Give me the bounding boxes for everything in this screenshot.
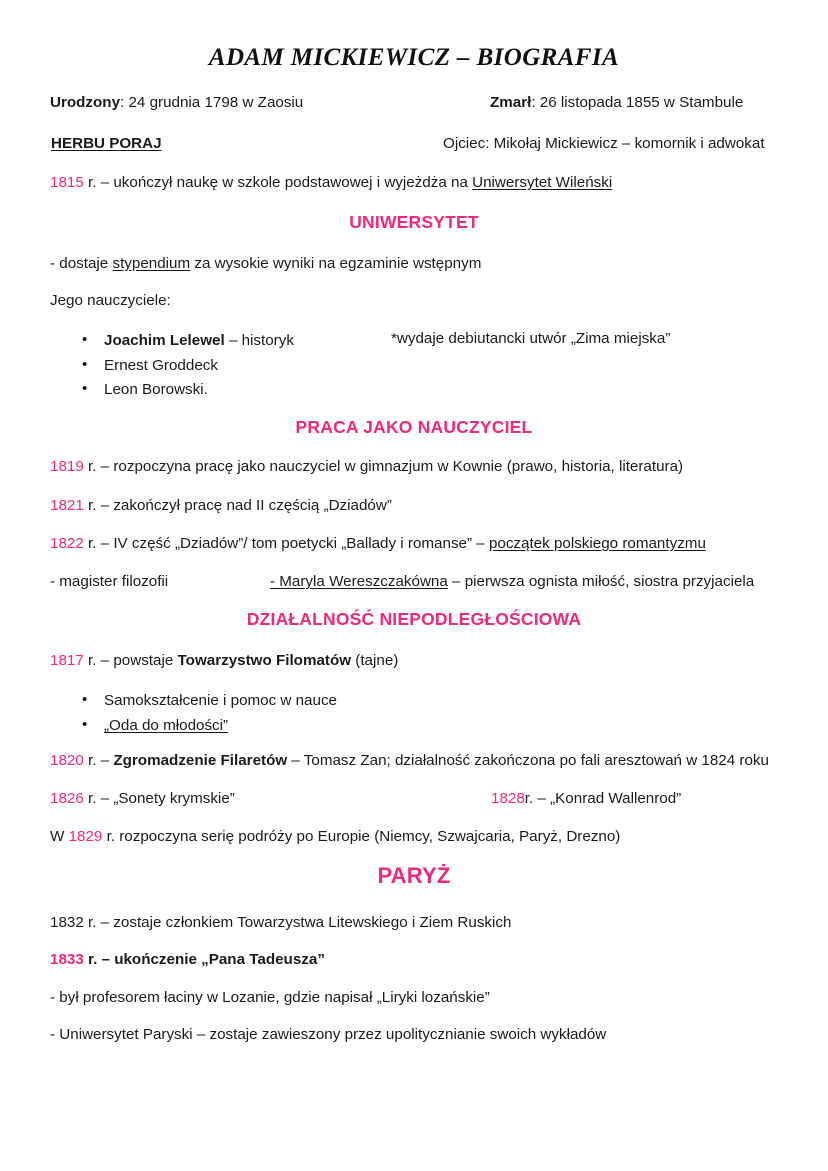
list-item: [82, 329, 294, 354]
year-1821-line: [50, 496, 392, 516]
birth-value: : 24 grudnia 1798 w Zaosiu: [120, 94, 304, 111]
year-1822-line: [50, 534, 706, 554]
year-1822-text: r. – IV część „Dziadów”/ tom poetycki „Ballady i romanse” –: [83, 535, 489, 552]
teacher-name: Leon Borowski.: [104, 381, 208, 399]
year-1828-text: r. – „Konrad Wallenrod”: [524, 790, 682, 807]
page-title: ADAM MICKIEWICZ – BIOGRAFIA: [208, 44, 620, 71]
maryla-description: – pierwsza ognista miłość, siostra przyjaciela: [447, 573, 755, 590]
year-1815: 1815: [50, 174, 84, 191]
teacher-name: Joachim Lelewel: [104, 332, 225, 349]
teachers-intro: Jego nauczyciele:: [50, 292, 171, 309]
year-1821-text: r. – zakończył pracę nad II częścią „Dziadów”: [83, 497, 392, 514]
maryla-line: [270, 572, 754, 592]
year-1833-line: [50, 950, 325, 970]
year-1821: 1821: [50, 497, 84, 514]
year-1828: 1828: [491, 790, 525, 807]
birth-label: Urodzony: [50, 94, 121, 111]
death-label: Zmarł: [490, 94, 532, 111]
death-value: : 26 listopada 1855 w Stambule: [531, 94, 744, 111]
filomaci-society: Towarzystwo Filomatów: [177, 652, 352, 669]
year-1817-text-c: (tajne): [351, 652, 399, 669]
lausanne-line: - był profesorem łaciny w Lozanie, gdzie napisał „Liryki lozańskie”: [50, 989, 490, 1006]
scholarship-prefix: - dostaje: [50, 255, 113, 272]
travel-prefix: W: [50, 828, 69, 845]
teacher-role: – historyk: [224, 332, 294, 349]
section-header-teaching: PRACA JAKO NAUCZYCIEL: [295, 417, 533, 437]
romanticism-start: początek polskiego romantyzmu: [488, 535, 706, 552]
independence-activities-list: [82, 689, 337, 738]
travel-1829-line: [50, 827, 620, 847]
university-paris-line: - Uniwersytet Paryski – zostaje zawieszony przez upolitycznianie swoich wykładów: [50, 1026, 607, 1043]
year-1829: 1829: [68, 828, 103, 845]
coat-of-arms: HERBU PORAJ: [51, 135, 162, 152]
year-1833-text: r. – ukończenie „Pana Tadeusza”: [83, 951, 325, 968]
university-vilnius-link: Uniwersytet Wileński: [472, 174, 613, 191]
year-1820-text-a: r. –: [83, 752, 114, 769]
magister-line: - magister filozofii: [50, 573, 169, 590]
year-1815-text: r. – ukończył naukę w szkole podstawowej i wyjeżdża na: [83, 174, 473, 191]
debut-work-note: *wydaje debiutancki utwór „Zima miejska”: [391, 330, 671, 347]
filareci-society: Zgromadzenie Filaretów: [113, 752, 288, 769]
maryla-name: - Maryla Wereszczakówna: [270, 573, 448, 590]
year-1815-line: [50, 173, 612, 193]
section-header-university: UNIWERSYTET: [349, 212, 479, 232]
section-header-paris: PARYŻ: [377, 863, 451, 888]
death-line: [490, 93, 743, 113]
list-item: [82, 354, 294, 379]
year-1819-line: [50, 457, 683, 477]
year-1820-text-c: – Tomasz Zan; działalność zakończona po fali aresztowań w 1824 roku: [287, 752, 769, 769]
year-1828-line: [491, 789, 681, 809]
teachers-list: [82, 329, 294, 403]
year-1833: 1833: [50, 951, 84, 968]
year-1817: 1817: [50, 652, 84, 669]
birth-line: [50, 93, 303, 113]
activity-text: „Oda do młodości”: [104, 716, 229, 734]
year-1819-text: r. – rozpoczyna pracę jako nauczyciel w gimnazjum w Kownie (prawo, historia, literatura): [83, 458, 684, 475]
year-1826-line: [50, 789, 235, 809]
year-1826-text: r. – „Sonety krymskie”: [83, 790, 235, 807]
list-item: [82, 378, 294, 403]
year-1819: 1819: [50, 458, 84, 475]
year-1820: 1820: [50, 752, 84, 769]
scholarship-suffix: za wysokie wyniki na egzaminie wstępnym: [190, 255, 482, 272]
list-item: [82, 714, 337, 739]
list-item: [82, 689, 337, 714]
father-info: Ojciec: Mikołaj Mickiewicz – komornik i adwokat: [443, 135, 765, 152]
year-1820-line: [50, 751, 769, 771]
year-1817-line: [50, 651, 398, 671]
year-1817-text-a: r. – powstaje: [83, 652, 178, 669]
travel-text: r. rozpoczyna serię podróży po Europie (Niemcy, Szwajcaria, Paryż, Drezno): [102, 828, 621, 845]
year-1826: 1826: [50, 790, 84, 807]
teacher-name: Ernest Groddeck: [104, 356, 218, 374]
scholarship-line: [50, 254, 481, 274]
scholarship-word: stypendium: [112, 255, 191, 272]
activity-text: Samokształcenie i pomoc w nauce: [104, 692, 337, 709]
section-header-independence: DZIAŁALNOŚĆ NIEPODLEGŁOŚCIOWA: [246, 609, 582, 629]
year-1822: 1822: [50, 535, 84, 552]
year-1832-line: 1832 r. – zostaje członkiem Towarzystwa Litewskiego i Ziem Ruskich: [50, 914, 512, 931]
